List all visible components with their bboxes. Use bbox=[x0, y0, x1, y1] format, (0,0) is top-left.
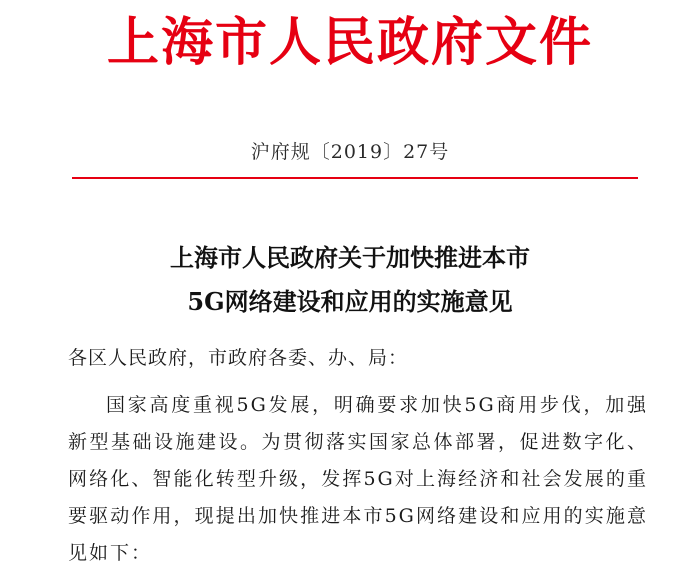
red-divider-line bbox=[72, 177, 638, 179]
document-title-line-2: 5G网络建设和应用的实施意见 bbox=[187, 287, 513, 316]
issuer-header: 上海市人民政府文件 bbox=[106, 12, 593, 73]
document-title-line-1: 上海市人民政府关于加快推进本市 bbox=[170, 243, 530, 272]
body-paragraph: 国家高度重视5G发展，明确要求加快5G商用步伐，加强新型基础设施建设。为贯彻落实国家总体部署，促进数字化、网络化、智能化转型升级，发挥5G对上海经济和社会发展的重要驱动作用，现提出加快推进本市5G网络建设和应用的实施意见如下： bbox=[68, 394, 648, 564]
recipients-line: 各区人民政府，市政府各委、办、局： bbox=[68, 347, 409, 369]
document-number: 沪府规〔2019〕27号 bbox=[250, 141, 450, 163]
